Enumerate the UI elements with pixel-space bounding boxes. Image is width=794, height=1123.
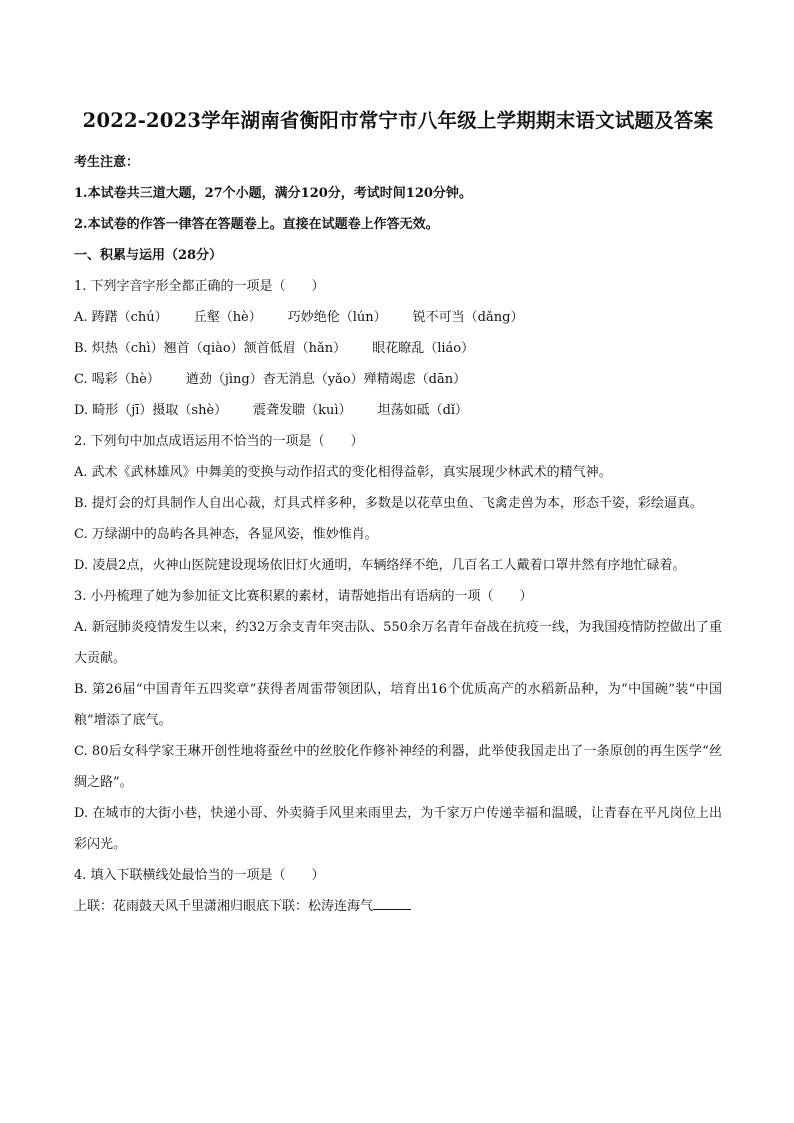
q4-couplet xyxy=(74,891,722,922)
q2-option-c: C. 万绿湖中的岛屿各具神态，各显风姿，惟妙惟肖。 xyxy=(74,527,378,542)
q3-stem: 3. 小丹梳理了她为参加征文比赛积累的素材，请帮她指出有语病的一项（ ） xyxy=(74,589,533,604)
notice-item-1: 1.本试卷共三道大题，27个小题，满分120分，考试时间120分钟。 xyxy=(74,186,472,201)
q1-a-part3: 巧妙绝伦（lún） xyxy=(287,310,387,325)
q1-b-part2: 眼花瞭乱（liáo） xyxy=(372,341,475,356)
q2-option-b: B. 提灯会的灯具制作人自出心裁，灯具式样多种，多数是以花草虫鱼、飞禽走兽为本，形态千姿，彩绘逼真。 xyxy=(74,496,703,511)
q1-d-part3: 坦荡如砥（dǐ） xyxy=(377,403,469,418)
q2-option-d: D. 凌晨2点，火神山医院建设现场依旧灯火通明，车辆络绎不绝，几百名工人戴着口罩井然有序地忙碌着。 xyxy=(74,558,686,573)
q3-option-c: C. 80后女科学家王琳开创性地将蚕丝中的丝胶化作修补神经的利器，此举使我国走出了一条原创的再生医学“丝绸之路”。 xyxy=(74,744,722,790)
q1-option-d xyxy=(74,395,722,426)
q3-option-d: D. 在城市的大街小巷，快递小哥、外卖骑手风里来雨里去，为千家万户传递幸福和温暖，让青春在平凡岗位上出彩闪光。 xyxy=(74,806,722,852)
q1-a-part2: 丘壑（hè） xyxy=(193,310,262,325)
q1-stem: 1. 下列字音字形全都正确的一项是（ ） xyxy=(74,279,325,294)
page-title: 2022-2023学年湖南省衡阳市常宁市八年级上学期期末语文试题及答案 xyxy=(82,109,714,132)
q4-couplet-text: 上联：花雨鼓天风千里潇湘归眼底下联：松涛连海气 xyxy=(74,899,374,914)
q1-b-part1: B. 炽热（chì）翘首（qiào）颔首低眉（hǎn） xyxy=(74,341,347,356)
q1-c-part1: C. 喝彩（hè） xyxy=(74,372,160,387)
q1-c-part2: 遒劲（jìng）杳无消息（yǎo）殚精竭虑（dān） xyxy=(185,372,467,387)
q1-d-part1: D. 畸形（jī）摄取（shè） xyxy=(74,403,228,418)
q4-stem: 4. 填入下联横线处最恰当的一项是（ ） xyxy=(74,868,325,883)
q1-d-part2: 震聋发聩（kuì） xyxy=(253,403,352,418)
q1-a-part4: 锐不可当（dǎng） xyxy=(412,310,524,325)
answer-blank xyxy=(373,895,411,910)
section-heading-1: 一、积累与运用（28分） xyxy=(74,248,223,263)
q1-a-part1: A. 踌躇（chú） xyxy=(74,310,168,325)
q1-option-b xyxy=(74,333,722,364)
notice-heading: 考生注意： xyxy=(74,155,140,170)
q3-option-a: A. 新冠肺炎疫情发生以来，约32万余支青年突击队、550余万名青年奋战在抗疫一线，为我国疫情防控做出了重大贡献。 xyxy=(74,620,722,666)
q2-stem: 2. 下列句中加点成语运用不恰当的一项是（ ） xyxy=(74,434,364,449)
q2-option-a: A. 武术《武林雄风》中舞美的变换与动作招式的变化相得益彰，真实展现少林武术的精气神。 xyxy=(74,465,612,480)
notice-item-2: 2.本试卷的作答一律答在答题卷上。直接在试题卷上作答无效。 xyxy=(74,217,439,232)
q3-option-b: B. 第26届“中国青年五四奖章”获得者周雷带领团队，培育出16个优质高产的水稻新品种，为“中国碗”装“中国粮”增添了底气。 xyxy=(74,682,722,728)
q1-option-a xyxy=(74,302,722,333)
q1-option-c xyxy=(74,364,722,395)
